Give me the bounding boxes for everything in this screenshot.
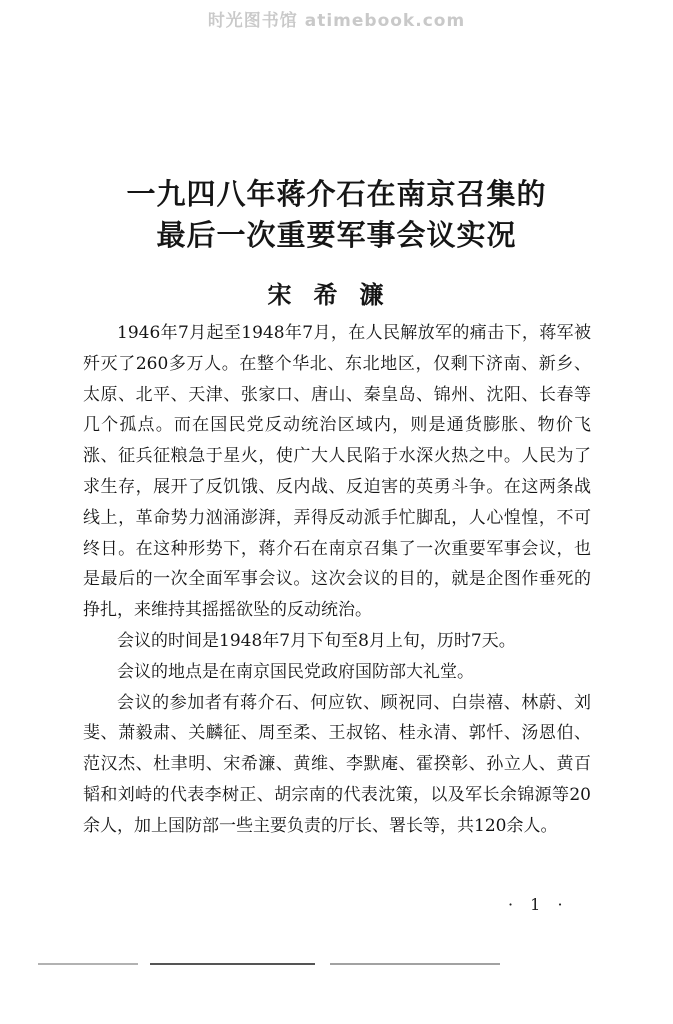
paragraph-3: 会议的地点是在南京国民党政府国防部大礼堂。 [117, 661, 474, 682]
paragraph-1: 1946年7月起至1948年7月，在人民解放军的痛击下，蒋军被歼灭了260多万人。在整个华北、东北地区，仅剩下济南、新乡、太原、北平、天津、张家口、唐山、秦皇岛、锦州、沈阳、长春等几个孤点。而在国民党反动统治区域内，则是通货膨胀、物价飞涨、征兵征粮急于星火，使广大人民陷于水深火热之中。人民为了求生存，展开了反饥饿、反内战、反迫害的英勇斗争。在这两条战线上，革命势力汹涌澎湃，弄得反动派手忙脚乱，人心惶惶，不可终日。在这种形势下，蒋介石在南京召集了一次重要军事会议，也是最后的一次全面军事会议。这次会议的目的，就是企图作垂死的挣扎，来维持其摇摇欲坠的反动统治。 [83, 323, 591, 621]
footer-rule-right [330, 963, 500, 965]
watermark: 时光图书馆 atimebook.com [207, 11, 466, 31]
article-body [83, 318, 591, 842]
article-title-line-2: 最后一次重要军事会议实况 [156, 218, 517, 252]
footer-rule-left [38, 963, 138, 965]
article-title-line-1: 一九四八年蒋介石在南京召集的 [126, 177, 547, 211]
paragraph-2: 会议的时间是1948年7月下旬至8月上旬，历时7天。 [117, 630, 516, 651]
author-name: 宋希濂 [267, 280, 406, 309]
page-number: · 1 · [508, 895, 569, 914]
footer-rule-middle [150, 963, 315, 965]
paragraph-4: 会议的参加者有蒋介石、何应钦、顾祝同、白崇禧、林蔚、刘斐、萧毅肃、关麟征、周至柔、王叔铭、桂永清、郭忏、汤恩伯、范汉杰、杜聿明、宋希濂、黄维、李默庵、霍揆彰、孙立人、黄百韬和刘峙的代表李树正、胡宗南的代表沈策，以及军长余锦源等20余人，加上国防部一些主要负责的厅长、署长等，共120余人。 [83, 692, 591, 836]
